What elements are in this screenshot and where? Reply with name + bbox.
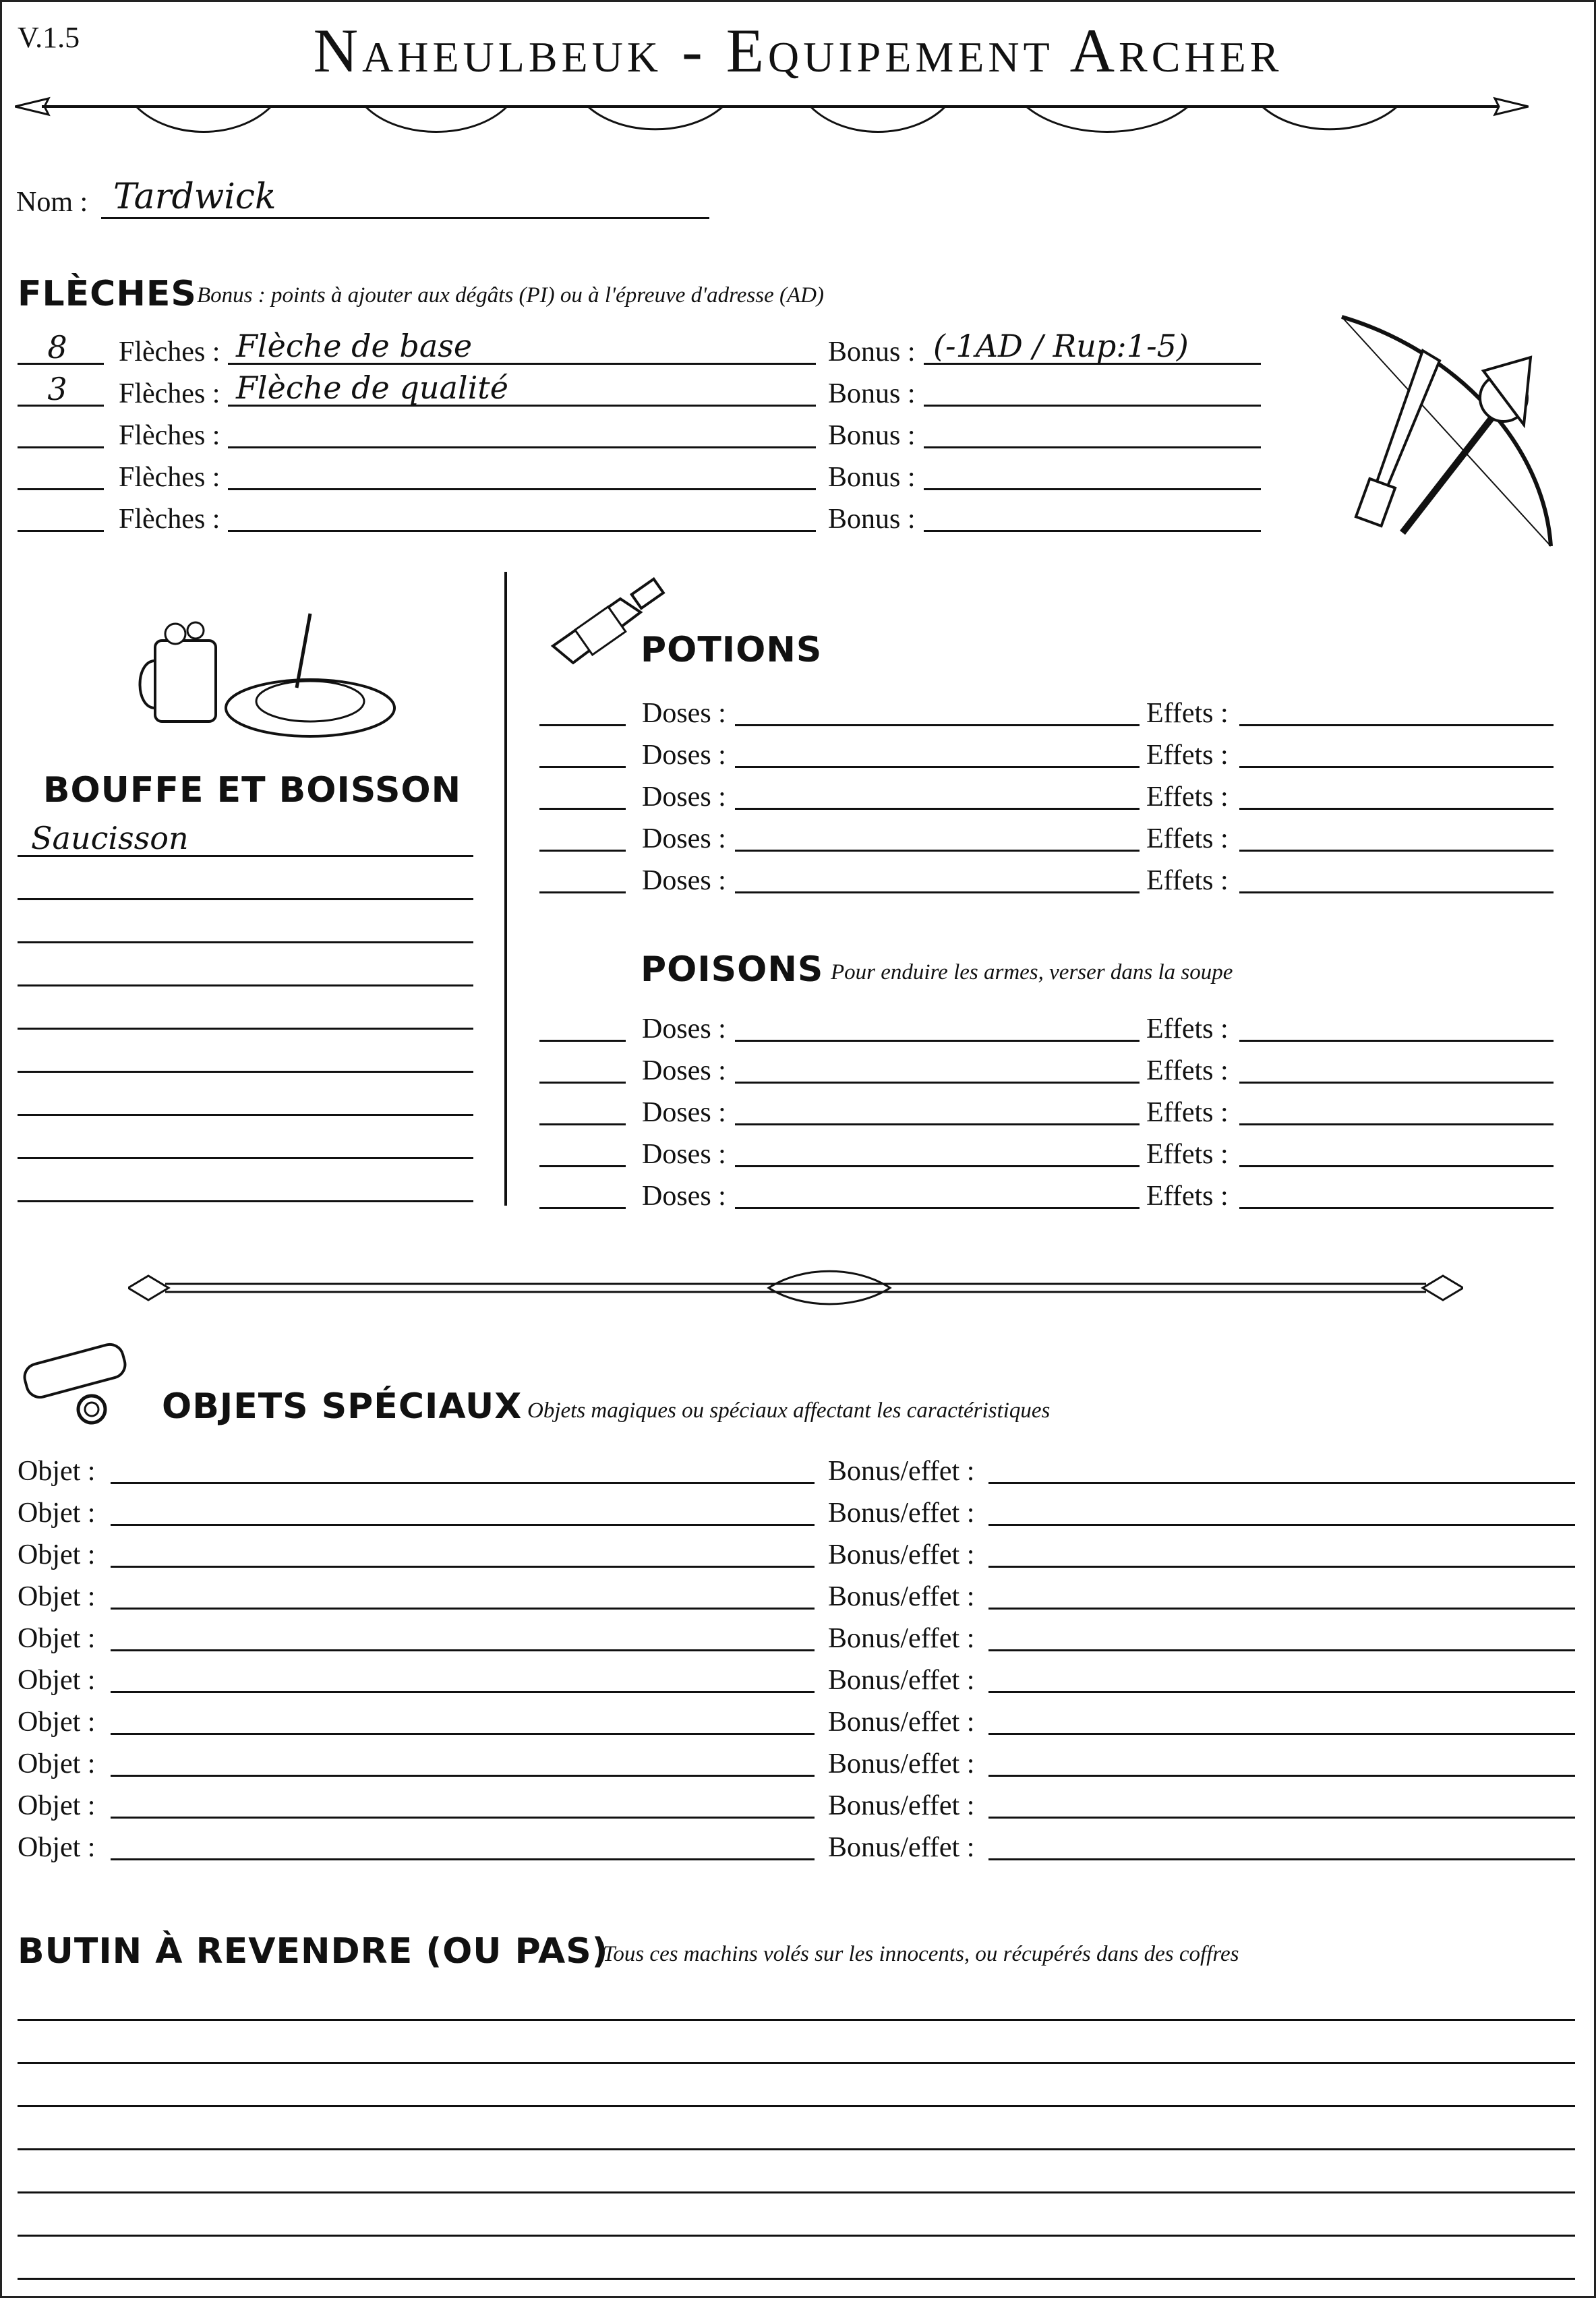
poisons-effets-line <box>1239 1082 1554 1084</box>
poisons-qty-line <box>539 1123 626 1125</box>
fleches-label: Flèches : <box>119 420 220 451</box>
objet-bonus-line <box>988 1733 1575 1735</box>
objet-bonus-label: Bonus/effet : <box>828 1539 975 1570</box>
potions-qty-line <box>539 891 626 893</box>
name-label: Nom : <box>16 187 88 218</box>
objet-label: Objet : <box>18 1581 96 1612</box>
objet-bonus-label: Bonus/effet : <box>828 1498 975 1529</box>
page-title: Naheulbeuk - Equipement Archer <box>313 16 1283 85</box>
potions-effets-line <box>1239 850 1554 852</box>
potions-effets-line <box>1239 808 1554 810</box>
fleches-label: Flèches : <box>119 378 220 409</box>
objet-line <box>111 1482 815 1484</box>
objet-line <box>111 1858 815 1860</box>
potions-doses-label: Doses : <box>642 782 726 813</box>
potions-doses-line <box>735 766 1140 768</box>
poisons-doses-label: Doses : <box>642 1097 726 1128</box>
butin-line <box>18 2278 1575 2280</box>
objet-bonus-label: Bonus/effet : <box>828 1748 975 1779</box>
fleches-bonus-label: Bonus : <box>828 420 916 451</box>
poisons-doses-line <box>735 1082 1140 1084</box>
fleches-bonus-label: Bonus : <box>828 504 916 535</box>
fleches-type[interactable]: Flèche de qualité <box>236 370 509 406</box>
objet-label: Objet : <box>18 1623 96 1654</box>
fleches-count-line <box>18 446 104 448</box>
potions-qty-line <box>539 766 626 768</box>
fleches-count-line <box>18 530 104 532</box>
poisons-effets-label: Effets : <box>1146 1013 1229 1044</box>
objet-label: Objet : <box>18 1790 96 1821</box>
bouffe-line <box>18 898 473 900</box>
objet-label: Objet : <box>18 1707 96 1738</box>
potions-effets-line <box>1239 724 1554 726</box>
fleches-bonus-line <box>924 446 1261 448</box>
fleches-count-line <box>18 405 104 407</box>
poisons-title: POISONS <box>641 949 824 990</box>
objet-label: Objet : <box>18 1748 96 1779</box>
fleches-type[interactable]: Flèche de base <box>236 328 473 364</box>
objet-bonus-line <box>988 1608 1575 1610</box>
bouffe-line <box>18 1028 473 1030</box>
objet-line <box>111 1691 815 1693</box>
poisons-note: Pour enduire les armes, verser dans la soupe <box>831 960 1233 984</box>
bouffe-title: BOUFFE ET BOISSON <box>42 770 462 811</box>
objet-bonus-line <box>988 1649 1575 1651</box>
poisons-effets-label: Effets : <box>1146 1097 1229 1128</box>
potions-qty-line <box>539 724 626 726</box>
objet-label: Objet : <box>18 1539 96 1570</box>
objet-line <box>111 1817 815 1819</box>
fleches-bonus-label: Bonus : <box>828 378 916 409</box>
objet-line <box>111 1649 815 1651</box>
objet-label: Objet : <box>18 1456 96 1487</box>
fleches-title: FLÈCHES <box>18 274 197 314</box>
objet-bonus-line <box>988 1524 1575 1526</box>
arrow-ornament-icon <box>15 86 1529 147</box>
potions-qty-line <box>539 808 626 810</box>
bouffe-line <box>18 1071 473 1073</box>
fleches-count-line <box>18 363 104 365</box>
scroll-ring-icon <box>18 1334 159 1428</box>
poisons-effets-line <box>1239 1207 1554 1209</box>
fleches-count-line <box>18 488 104 490</box>
crossed-weapons-icon <box>1322 310 1571 553</box>
potions-effets-label: Effets : <box>1146 823 1229 854</box>
potions-effets-line <box>1239 891 1554 893</box>
bouffe-item[interactable]: Saucisson <box>31 820 189 856</box>
potions-doses-label: Doses : <box>642 698 726 729</box>
fleches-bonus-line <box>924 488 1261 490</box>
fleches-bonus[interactable]: (-1AD / Rup:1-5) <box>933 328 1189 364</box>
fleches-bonus-line <box>924 405 1261 407</box>
poisons-effets-line <box>1239 1123 1554 1125</box>
objet-bonus-label: Bonus/effet : <box>828 1665 975 1696</box>
fleches-note: Bonus : points à ajouter aux dégâts (PI) ou à l'épreuve d'adresse (AD) <box>197 283 824 307</box>
poisons-qty-line <box>539 1165 626 1167</box>
name-value[interactable]: Tardwick <box>113 177 276 217</box>
potions-doses-line <box>735 850 1140 852</box>
version-label: V.1.5 <box>18 21 80 54</box>
potions-title: POTIONS <box>641 630 823 670</box>
poisons-qty-line <box>539 1082 626 1084</box>
poisons-doses-label: Doses : <box>642 1139 726 1170</box>
objet-line <box>111 1608 815 1610</box>
objet-bonus-line <box>988 1817 1575 1819</box>
fleches-type-line <box>228 363 816 365</box>
objet-bonus-label: Bonus/effet : <box>828 1623 975 1654</box>
potions-doses-label: Doses : <box>642 823 726 854</box>
objet-label: Objet : <box>18 1832 96 1863</box>
fleches-count[interactable]: 3 <box>47 371 67 407</box>
objet-bonus-label: Bonus/effet : <box>828 1456 975 1487</box>
objet-label: Objet : <box>18 1498 96 1529</box>
butin-note: Tous ces machins volés sur les innocents, ou récupérés dans des coffres <box>603 1942 1239 1966</box>
poisons-doses-label: Doses : <box>642 1181 726 1212</box>
objet-bonus-line <box>988 1566 1575 1568</box>
bouffe-line <box>18 984 473 986</box>
poisons-qty-line <box>539 1207 626 1209</box>
poisons-doses-label: Doses : <box>642 1055 726 1086</box>
poisons-effets-label: Effets : <box>1146 1181 1229 1212</box>
objet-bonus-line <box>988 1775 1575 1777</box>
poisons-doses-line <box>735 1165 1140 1167</box>
poisons-doses-line <box>735 1207 1140 1209</box>
fleches-type-line <box>228 405 816 407</box>
potions-doses-line <box>735 808 1140 810</box>
objet-bonus-line <box>988 1482 1575 1484</box>
poisons-doses-line <box>735 1123 1140 1125</box>
butin-line <box>18 2148 1575 2150</box>
objet-bonus-line <box>988 1691 1575 1693</box>
fleches-bonus-label: Bonus : <box>828 462 916 493</box>
objet-bonus-line <box>988 1858 1575 1860</box>
fleches-type-line <box>228 446 816 448</box>
objet-line <box>111 1524 815 1526</box>
bouffe-line <box>18 1200 473 1202</box>
fleches-label: Flèches : <box>119 504 220 535</box>
objet-line <box>111 1775 815 1777</box>
poisons-qty-line <box>539 1040 626 1042</box>
butin-line <box>18 2105 1575 2107</box>
poisons-doses-line <box>735 1040 1140 1042</box>
fleches-bonus-line <box>924 530 1261 532</box>
butin-line <box>18 2019 1575 2021</box>
bouffe-line <box>18 1114 473 1116</box>
potions-doses-line <box>735 724 1140 726</box>
potions-effets-label: Effets : <box>1146 782 1229 813</box>
butin-title: BUTIN À REVENDRE (OU PAS) <box>18 1931 609 1972</box>
poisons-doses-label: Doses : <box>642 1013 726 1044</box>
fleches-label: Flèches : <box>119 336 220 367</box>
objets-title: OBJETS SPÉCIAUX <box>162 1386 523 1427</box>
potions-effets-line <box>1239 766 1554 768</box>
fleches-label: Flèches : <box>119 462 220 493</box>
bouffe-line <box>18 1157 473 1159</box>
potions-doses-label: Doses : <box>642 740 726 771</box>
fleches-count[interactable]: 8 <box>47 329 67 365</box>
objet-line <box>111 1733 815 1735</box>
poisons-effets-line <box>1239 1040 1554 1042</box>
potions-doses-line <box>735 891 1140 893</box>
poisons-effets-label: Effets : <box>1146 1139 1229 1170</box>
bouffe-line <box>18 855 473 857</box>
potions-effets-label: Effets : <box>1146 740 1229 771</box>
butin-line <box>18 2062 1575 2064</box>
objet-label: Objet : <box>18 1665 96 1696</box>
fleches-bonus-label: Bonus : <box>828 336 916 367</box>
poisons-effets-label: Effets : <box>1146 1055 1229 1086</box>
objet-bonus-label: Bonus/effet : <box>828 1832 975 1863</box>
objet-line <box>111 1566 815 1568</box>
potions-qty-line <box>539 850 626 852</box>
fleches-bonus-line <box>924 363 1261 365</box>
objet-bonus-label: Bonus/effet : <box>828 1581 975 1612</box>
butin-line <box>18 2191 1575 2193</box>
objet-bonus-label: Bonus/effet : <box>828 1707 975 1738</box>
fleches-type-line <box>228 530 816 532</box>
bouffe-line <box>18 941 473 943</box>
food-drink-icon <box>135 607 398 742</box>
potions-effets-label: Effets : <box>1146 865 1229 896</box>
butin-line <box>18 2235 1575 2237</box>
objet-bonus-label: Bonus/effet : <box>828 1790 975 1821</box>
fleches-type-line <box>228 488 816 490</box>
objets-note: Objets magiques ou spéciaux affectant les caractéristiques <box>527 1398 1051 1423</box>
potions-doses-label: Doses : <box>642 865 726 896</box>
poisons-effets-line <box>1239 1165 1554 1167</box>
staff-ornament-icon <box>128 1262 1463 1309</box>
potions-effets-label: Effets : <box>1146 698 1229 729</box>
